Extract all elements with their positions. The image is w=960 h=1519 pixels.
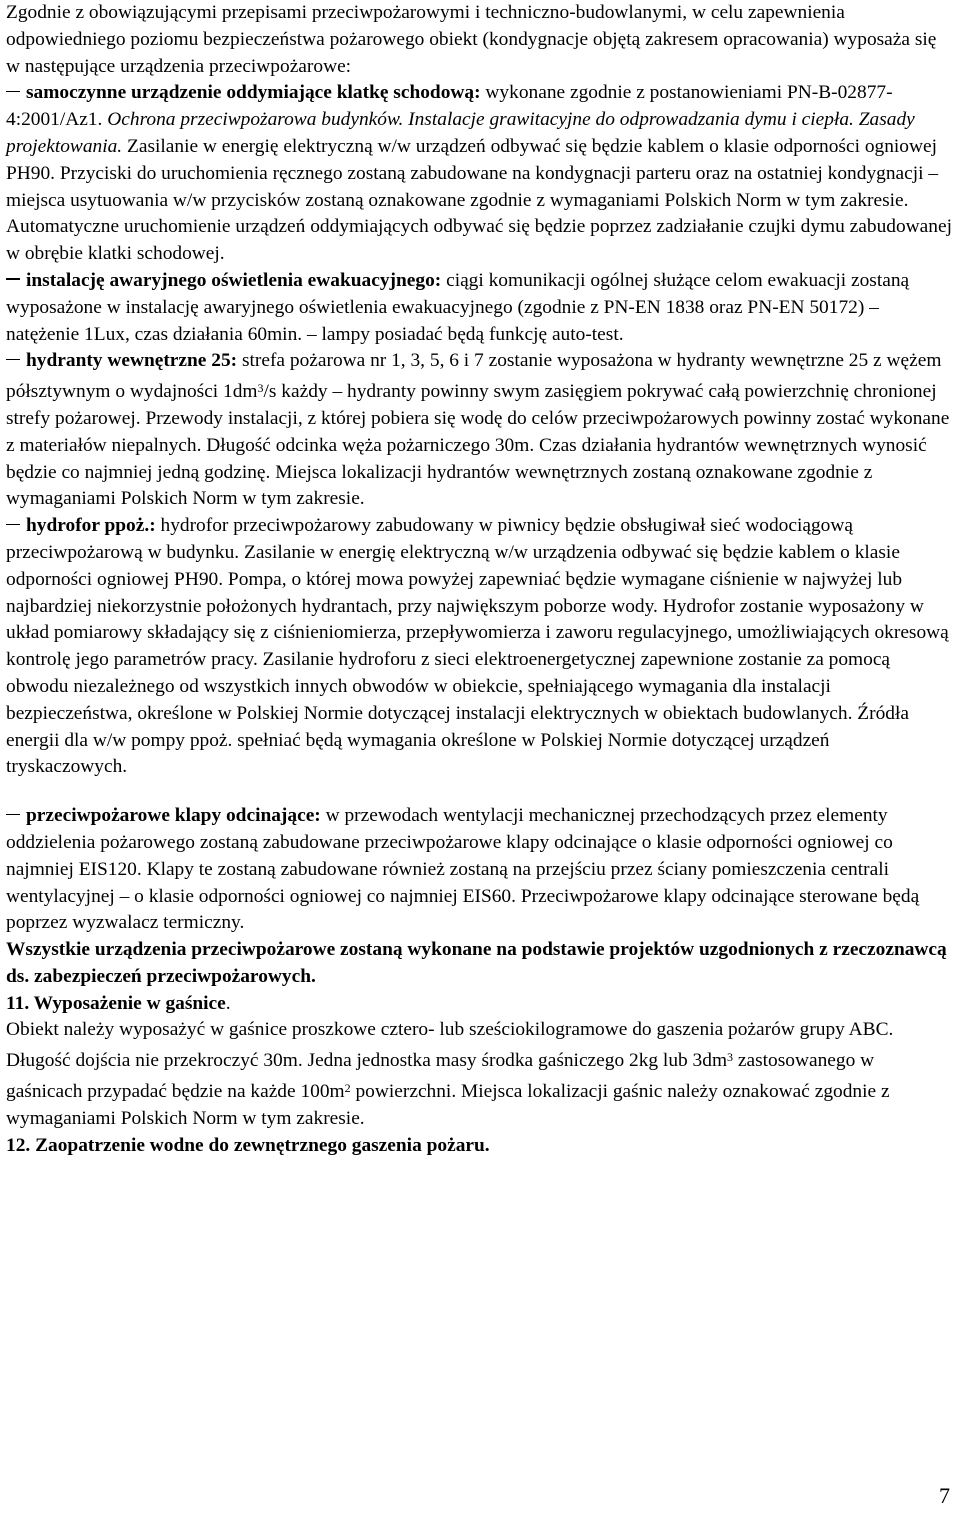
item-text: Zasilanie w energię elektryczną w/w urządzeń odbywać się będzie kablem o klasie odporności ogniowej PH90. Przyciski do uruchomienia ręcznego zostaną zabudowane na kondygnacji parteru oraz na ostatniej kondygnacji – miejsca usytuowania w/w przycisków zostaną oznakowane zgodnie z wymaganiami Polskich Norm w tym zakresie. Automatyczne uruchomienie urządzeń oddymiających odbywać się będzie poprzez zadziałanie czujki dymu zabudowanej w obrębie klatki schodowej.	[6, 135, 952, 265]
item-title: samoczynne urządzenie oddymiające klatkę schodową:	[26, 82, 481, 104]
list-item-smoke-extraction	[6, 80, 952, 268]
dash-bullet	[6, 524, 20, 526]
summary-paragraph	[6, 937, 952, 991]
item-title: instalację awaryjnego oświetlenia ewakuacyjnego:	[26, 269, 442, 291]
item-text: w przewodach wentylacji mechanicznej przechodzących przez elementy oddzielenia pożarowego zostaną zabudowane przeciwpożarowe klapy odcinające o klasie odporności ogniowej co najmniej EIS120. Klapy te zostaną zabudowane również zostaną na przejściu przez ściany pomieszczenia centrali wentylacyjnej – o klasie odporności ogniowej co najmniej EIS60. Przeciwpożarowe klapy odcinające sterowane będą poprzez wyzwalacz termiczny.	[6, 805, 920, 934]
standard-title: Ochrona przeciwpożarowa budynków. Instalacje grawitacyjne do odprowadzania dymu i ciepła. Zasady projektowania.	[6, 109, 915, 157]
item-text: wykonane zgodnie z postanowieniami PN-B-02877-4:2001/Az1.	[6, 82, 893, 131]
heading-dot: .	[225, 992, 231, 1014]
list-item-emergency-lighting	[6, 268, 952, 348]
superscript: 2	[344, 1081, 351, 1096]
item-title: hydranty wewnętrzne 25:	[26, 350, 238, 372]
page-number: 7	[939, 1483, 950, 1508]
item-title: hydrofor ppoż.:	[26, 515, 156, 537]
section-11-heading	[6, 991, 952, 1018]
section-11-text	[6, 1017, 952, 1132]
item-text: ciągi komunikacji ogólnej służące celom ewakuacji zostaną wyposażone w instalację awaryjnego oświetlenia ewakuacyjnego (zgodnie z PN-EN 1838 oraz PN-EN 50172) – natężenie 1Lux, czas działania 60min. – lampy posiadać będą funkcję auto-test.	[6, 269, 910, 345]
list-item-hydrants	[6, 348, 952, 513]
section-heading: 12. Zaopatrzenie wodne do zewnętrznego gaszenia pożaru.	[6, 1134, 490, 1156]
document-body	[6, 0, 952, 1159]
intro-paragraph: Zgodnie z obowiązującymi przepisami przeciwpożarowymi i techniczno-budowlanymi, w celu zapewnienia odpowiedniego poziomu bezpieczeństwa pożarowego obiekt (kondygnacje objętą zakresem opracowania) wyposaża się w następujące urządzenia przeciwpożarowe:	[6, 2, 937, 77]
section-heading: 11. Wyposażenie w gaśnice	[6, 992, 226, 1014]
dash-bullet	[6, 278, 20, 280]
item-title: przeciwpożarowe klapy odcinające:	[26, 805, 321, 827]
summary-text: Wszystkie urządzenia przeciwpożarowe zostaną wykonane na podstawie projektów uzgodnionych z rzeczoznawcą ds. zabezpieczeń przeciwpożarowych.	[6, 939, 947, 987]
item-text: /s każdy – hydranty powinny swym zasięgiem pokrywać całą powierzchnię chronionej strefy pożarowej. Przewody instalacji, z której pobiera się wodę do celów przeciwpożarowych powinny zostać wykonane z materiałów niepalnych. Długość odcinka węża pożarniczego 30m. Czas działania hydrantów wewnętrznych wynosić będzie co najmniej jedną godzinę. Miejsca lokalizacji hydrantów wewnętrznych zostaną oznakowane zgodnie z wymaganiami Polskich Norm w tym zakresie.	[6, 381, 950, 510]
dash-bullet	[6, 359, 20, 361]
superscript: 3	[257, 381, 264, 396]
superscript: 3	[727, 1050, 734, 1065]
section-text: zastosowanego w gaśnicach przypadać będzie na każde 100m	[6, 1050, 875, 1103]
dash-bullet	[6, 814, 20, 816]
dash-bullet	[6, 91, 20, 93]
list-item-fire-dampers	[6, 803, 952, 937]
section-text: Obiekt należy wyposażyć w gaśnice proszkowe cztero- lub sześciokilogramowe do gaszenia pożarów grupy ABC. Długość dojścia nie przekroczyć 30m. Jedna jednostka masy środka gaśniczego 2kg lub 3dm	[6, 1019, 894, 1072]
list-item-hydrofor	[6, 513, 952, 781]
item-text: hydrofor przeciwpożarowy zabudowany w piwnicy będzie obsługiwał sieć wodociągową przeciwpożarową w budynku. Zasilanie w energię elektryczną w/w urządzenia odbywać się będzie kablem o klasie odporności ogniowej PH90. Pompa, o której mowa powyżej zapewniać będzie wymagane ciśnienie w najwyżej lub najbardziej niekorzystnie położonych hydrantach, przy największym poborze wody. Hydrofor zostanie wyposażony w układ pomiarowy składający się z ciśnieniomierza, przepływomierza i zaworu regulacyjnego, umożliwiających okresową kontrolę jego parametrów pracy. Zasilanie hydroforu z sieci elektroenergetycznej zapewnione zostanie za pomocą obwodu niezależnego od wszystkich innych obwodów w obiekcie, spełniającego wymagania dla instalacji bezpieczeństwa, określone w Polskiej Normie dotyczącej instalacji elektrycznych w obiektach budowlanych. Źródła energii dla w/w pompy ppoż. spełniać będą wymagania określone w Polskiej Normie dotyczącej urządzeń tryskaczowych.	[6, 515, 949, 778]
section-text: powierzchni. Miejsca lokalizacji gaśnic należy oznakować zgodnie z wymaganiami Polskich Norm w tym zakresie.	[6, 1081, 890, 1129]
section-12-heading	[6, 1133, 952, 1160]
paragraph-gap	[6, 781, 952, 803]
item-text: strefa pożarowa nr 1, 3, 5, 6 i 7 zostanie wyposażona w hydranty wewnętrzne 25 z wężem półsztywnym o wydajności 1dm	[6, 350, 942, 403]
